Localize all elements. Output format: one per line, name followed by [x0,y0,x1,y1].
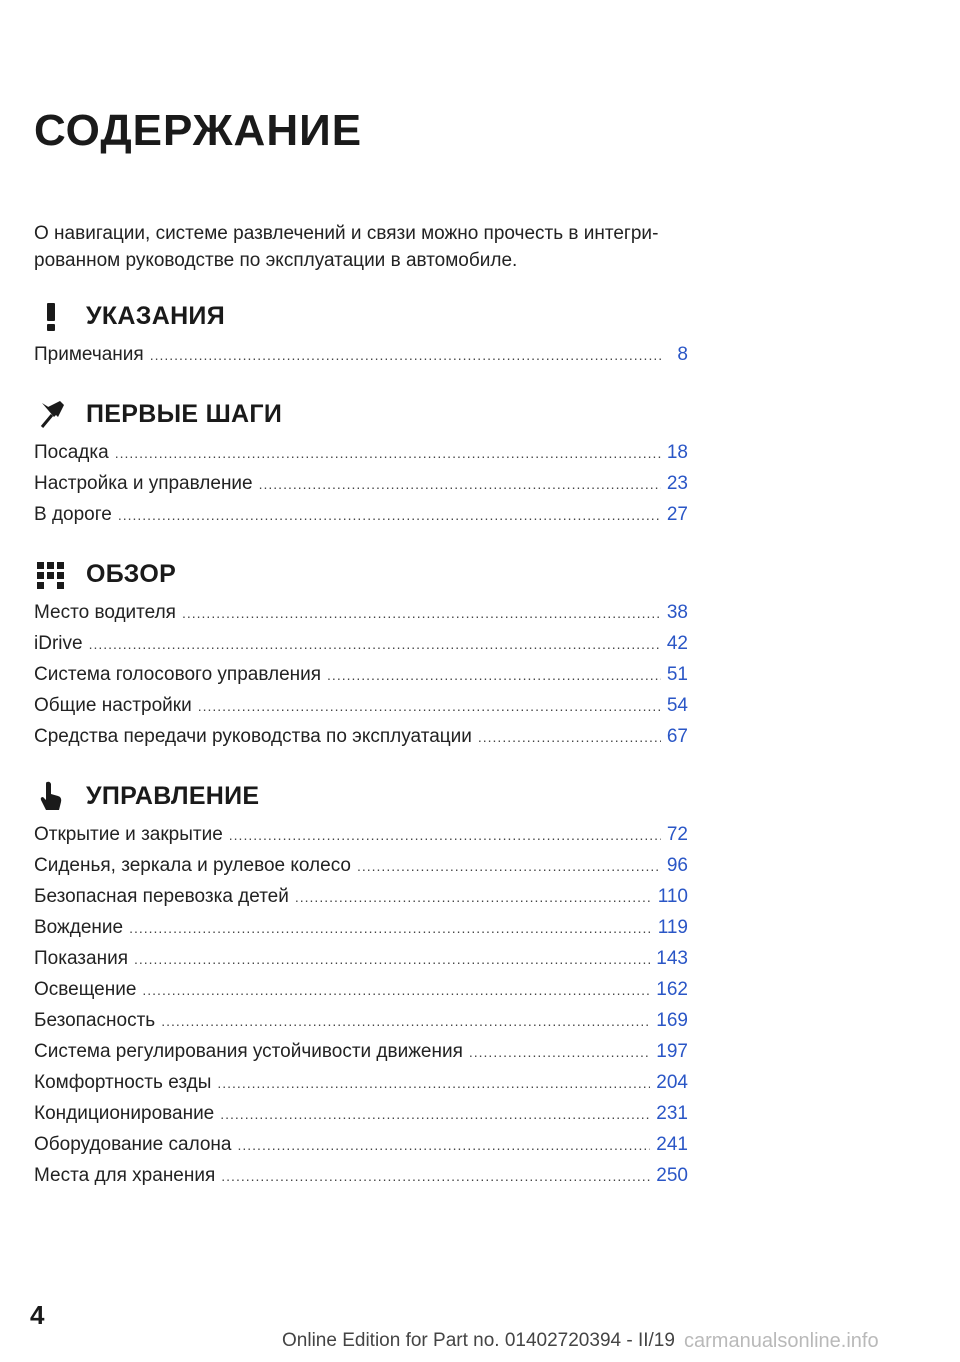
toc-leader [327,667,661,683]
toc-page-link[interactable]: 197 [656,1041,688,1062]
toc-page-link[interactable]: 72 [666,824,688,845]
toc-leader [259,476,661,492]
toc-page-link[interactable]: 162 [656,979,688,1000]
section-title: ПЕРВЫЕ ШАГИ [86,399,283,428]
section-notes [34,296,688,375]
toc-leader [295,889,652,905]
toc-entry[interactable] [34,1103,688,1134]
section-header [34,296,688,336]
toc-leader [229,827,661,843]
toc-entry[interactable] [34,602,688,633]
section-header [34,776,688,816]
section-title: УПРАВЛЕНИЕ [86,781,260,810]
section-title: УКАЗАНИЯ [86,301,225,330]
page-number: 4 [30,1300,45,1330]
toc-leader [89,636,661,652]
toc-label: Примечания [34,344,144,365]
toc-leader [142,982,650,998]
section-title: ОБЗОР [86,559,177,588]
toc-leader [238,1137,651,1153]
hand-pointer-icon [34,779,68,813]
pin-icon [34,397,68,431]
toc-entry[interactable] [34,948,688,979]
toc-label: Система регулирования устойчивости движения [34,1041,463,1062]
exclamation-icon [34,299,68,333]
toc-leader [478,729,661,745]
toc-leader [221,1168,650,1184]
toc-page-link[interactable]: 18 [666,442,688,463]
toc-leader [217,1075,650,1091]
section-overview [34,554,688,757]
toc-page-link[interactable]: 204 [656,1072,688,1093]
toc-entry[interactable] [34,442,688,473]
toc-entry[interactable] [34,886,688,917]
toc-entry[interactable] [34,344,688,375]
toc-entry[interactable] [34,824,688,855]
toc-entry[interactable] [34,726,688,757]
toc-page-link[interactable]: 169 [656,1010,688,1031]
watermark: carmanualsonline.info [684,1330,879,1352]
toc-page-link[interactable]: 8 [677,344,688,365]
toc-page-link[interactable]: 119 [657,917,688,938]
toc-leader [134,951,650,967]
page-title: СОДЕРЖАНИЕ [34,106,363,155]
toc-leader [182,605,661,621]
toc-label: iDrive [34,633,83,654]
toc-page-link[interactable]: 54 [666,695,688,716]
toc-leader [469,1044,650,1060]
toc-label: Настройка и управление [34,473,253,494]
toc-page-link[interactable]: 143 [656,948,688,969]
toc-leader [220,1106,650,1122]
toc-entry[interactable] [34,979,688,1010]
toc-label: Освещение [34,979,137,1000]
toc-page-link[interactable]: 110 [657,886,688,907]
toc-label: В дороге [34,504,112,525]
toc-entry[interactable] [34,1041,688,1072]
toc-label: Система голосового управления [34,664,322,685]
toc-page-link[interactable]: 67 [666,726,688,747]
toc-label: Кондиционирование [34,1103,215,1124]
toc-leader [198,698,661,714]
toc-label: Вождение [34,917,124,938]
toc-leader [357,858,661,874]
toc-leader [150,347,662,363]
toc-page-link[interactable]: 27 [666,504,688,525]
toc-entry[interactable] [34,917,688,948]
section-first-steps [34,394,688,535]
toc-page-link[interactable]: 38 [666,602,688,623]
toc-page-link[interactable]: 23 [666,473,688,494]
toc-leader [118,507,661,523]
toc-entry[interactable] [34,1165,688,1196]
toc-entry[interactable] [34,1010,688,1041]
toc-page-link[interactable]: 51 [666,664,688,685]
toc-leader [161,1013,650,1029]
toc-label: Открытие и закрытие [34,824,223,845]
toc-label: Средства передачи руководства по эксплуатации [34,726,472,747]
toc-entry[interactable] [34,473,688,504]
section-header [34,394,688,434]
toc-page-link[interactable]: 241 [656,1134,688,1155]
toc-entry[interactable] [34,1134,688,1165]
section-controls [34,776,688,1196]
toc-label: Безопасная перевозка детей [34,886,289,907]
toc-label: Комфортность езды [34,1072,212,1093]
toc-label: Сиденья, зеркала и рулевое колесо [34,855,351,876]
toc-label: Место водителя [34,602,176,623]
footer-edition: Online Edition for Part no. 01402720394 - II/19 [282,1330,675,1351]
toc-label: Оборудование салона [34,1134,232,1155]
toc-label: Общие настройки [34,695,192,716]
toc-label: Места для хранения [34,1165,216,1186]
toc-label: Показания [34,948,128,969]
toc-page-link[interactable]: 96 [666,855,688,876]
toc-label: Посадка [34,442,109,463]
intro-text: О навигации, системе развлечений и связи можно прочесть в интегрированном руководстве по эксплуатации в автомобиле. [34,223,659,271]
toc-page-link[interactable]: 42 [666,633,688,654]
toc-entry[interactable] [34,504,688,535]
toc-entry[interactable] [34,633,688,664]
toc-page-link[interactable]: 250 [656,1165,688,1186]
toc-entry[interactable] [34,855,688,886]
toc-entry[interactable] [34,695,688,726]
toc-page-link[interactable]: 231 [656,1103,688,1124]
toc-entry[interactable] [34,664,688,695]
toc-label: Безопасность [34,1010,156,1031]
grid-icon [34,557,68,591]
section-header [34,554,688,594]
toc-entry[interactable] [34,1072,688,1103]
toc-leader [129,920,652,936]
toc-leader [115,445,661,461]
